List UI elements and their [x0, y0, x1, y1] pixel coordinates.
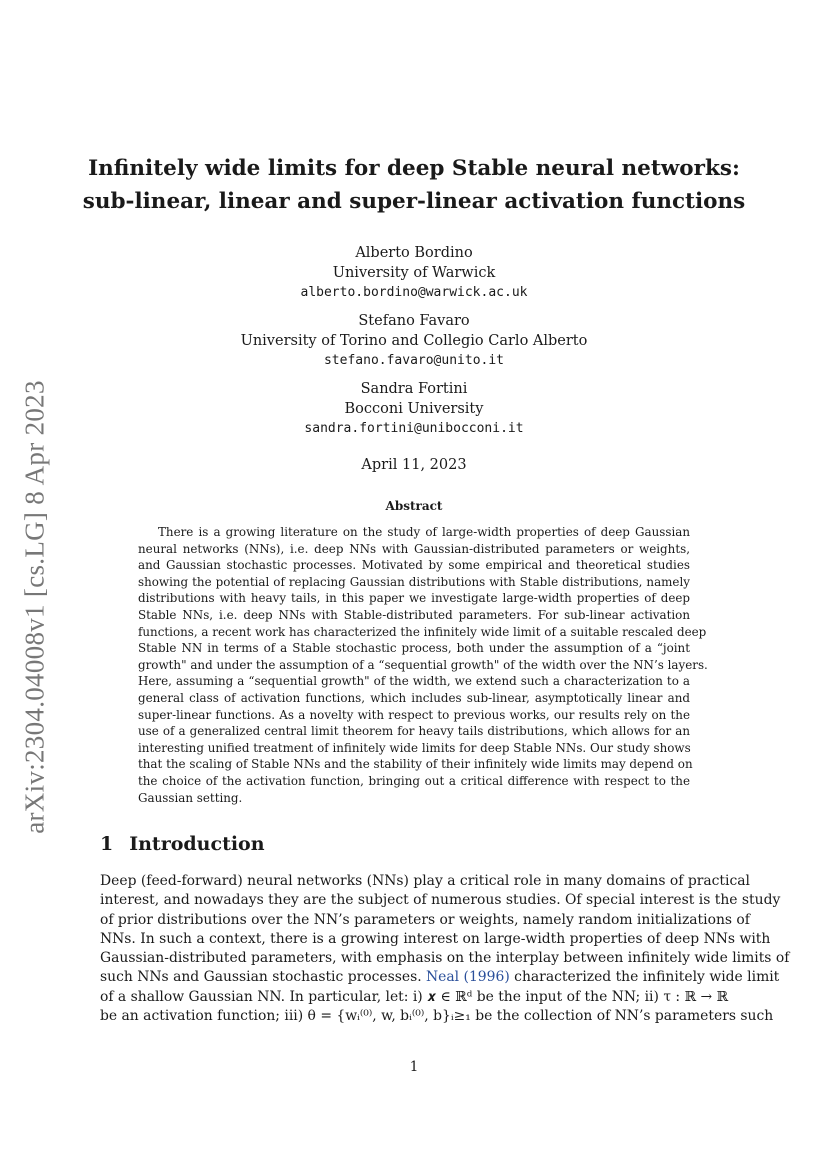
body-line: Deep (feed-forward) neural networks (NNs) play a critical role in many domains of practical — [100, 873, 750, 889]
abstract-line: and Gaussian stochastic processes. Motivated by some empirical and theoretical studies — [138, 558, 690, 573]
arxiv-id: arXiv:2304.04008v1 [cs.LG] 8 Apr 2023 — [19, 380, 50, 834]
body-line: interest, and nowadays they are the subject of numerous studies. Of special interest is the study — [100, 892, 781, 909]
abstract-line: functions, a recent work has characterized the infinitely wide limit of a suitable rescaled deep — [138, 624, 707, 639]
section-heading — [100, 833, 265, 855]
abstract-line: neural networks (NNs), i.e. deep NNs with Gaussian-distributed parameters or weights, — [138, 541, 690, 556]
abstract-heading: Abstract — [385, 499, 443, 513]
abstract-line: growth" and under the assumption of a “sequential growth" of the width over the NN’s layers. — [138, 657, 708, 672]
author-name: Alberto Bordino — [355, 245, 473, 261]
author-email[interactable]: stefano.favaro@unito.it — [323, 353, 504, 368]
author-list — [160, 243, 668, 447]
author-name: Stefano Favaro — [358, 313, 470, 329]
body-line: NNs. In such a context, there is a growing interest on large-width properties of deep NNs with — [100, 930, 771, 947]
body-line: be an activation function; iii) θ = {wᵢ⁽⁰⁾, w, bᵢ⁽⁰⁾, b}ᵢ≥₁ be the collection of NN’s parameters such — [100, 1008, 774, 1025]
abstract-line: that the scaling of Stable NNs and the stability of their infinitely wide limits may depend on — [138, 757, 693, 772]
abstract-line: the choice of the activation function, bringing out a critical difference with respect to the — [138, 773, 690, 788]
body-line: of a shallow Gaussian NN. In particular, let: i) 𝒙 ∈ ℝᵈ be the input of the NN; ii) τ : ℝ → ℝ — [100, 988, 729, 1005]
section-number: 1 — [100, 833, 114, 855]
abstract-line: interesting unified treatment of infinitely wide limits for deep Stable NNs. Our study shows — [138, 740, 691, 755]
section-title: Introduction — [129, 833, 265, 855]
abstract-line: There is a growing literature on the study of large-width properties of deep Gaussian — [158, 525, 690, 539]
abstract-line: Stable NNs, i.e. deep NNs with Stable-distributed parameters. For sub-linear activation — [138, 607, 690, 622]
arxiv-sidebar-stamp — [10, 373, 60, 841]
body-text — [100, 872, 790, 1026]
abstract-line: use of a generalized central limit theorem for heavy tails distributions, which allows for an — [138, 724, 690, 739]
abstract-line: showing the potential of replacing Gaussian distributions with Stable distributions, namely — [138, 574, 690, 589]
abstract-line: super-linear functions. As a novelty with respect to previous works, our results rely on the — [138, 707, 690, 722]
abstract-line: distributions with heavy tails, in this paper we investigate large-width properties of deep — [138, 591, 690, 606]
paper-date: April 11, 2023 — [361, 457, 467, 473]
citation-link[interactable]: Neal (1996) — [426, 969, 510, 986]
abstract-line: general class of activation functions, which includes sub-linear, asymptotically linear and — [138, 690, 690, 705]
page-number: 1 — [409, 1059, 419, 1075]
abstract-line: Stable NN in terms of a Stable stochastic process, both under the assumption of a “joint — [138, 641, 690, 656]
body-text-span: characterized the infinitely wide limit — [509, 969, 780, 986]
abstract-body — [138, 524, 708, 806]
author-affiliation: Bocconi University — [344, 401, 484, 417]
paper-title — [80, 152, 748, 218]
abstract-line: Gaussian setting. — [138, 790, 243, 805]
author-name: Sandra Fortini — [360, 381, 468, 397]
body-text-span: such NNs and Gaussian stochastic processes. — [100, 969, 427, 986]
author-email[interactable]: sandra.fortini@unibocconi.it — [304, 421, 524, 436]
body-line — [100, 968, 780, 987]
author-affiliation: University of Warwick — [332, 265, 496, 281]
author-block — [160, 379, 668, 439]
body-line: Gaussian-distributed parameters, with emphasis on the interplay between infinitely wide limits of — [100, 950, 790, 967]
author-affiliation: University of Torino and Collegio Carlo Alberto — [240, 333, 588, 349]
title-line-1: Infinitely wide limits for deep Stable neural networks: — [88, 156, 740, 181]
author-block — [160, 243, 668, 303]
title-line-2: sub-linear, linear and super-linear activation functions — [82, 189, 746, 214]
author-block — [160, 311, 668, 371]
abstract-line: Here, assuming a “sequential growth" of the width, we extend such a characterization to a — [138, 674, 690, 689]
author-email[interactable]: alberto.bordino@warwick.ac.uk — [300, 285, 528, 300]
body-line: of prior distributions over the NN’s parameters or weights, namely random initializations of — [100, 911, 750, 928]
